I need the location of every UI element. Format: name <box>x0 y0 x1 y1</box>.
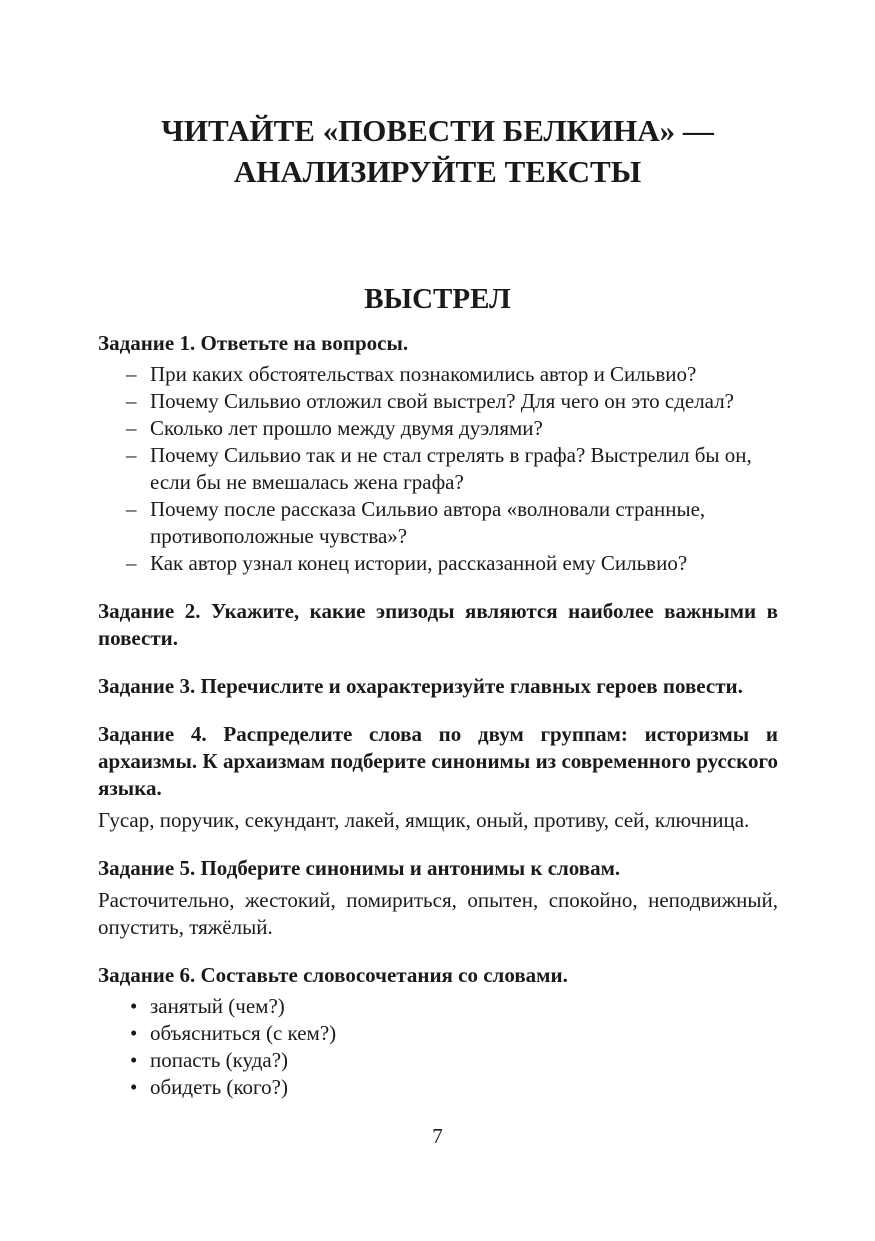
tasks-content <box>98 330 778 1122</box>
word-item: • обидеть (кого?) <box>150 1074 778 1101</box>
task-heading: Задание 6. Составьте словосочетания со словами. <box>98 963 568 987</box>
question-item: – При каких обстоятельствах познакомились автор и Сильвио? <box>150 361 778 388</box>
task-heading: Задание 3. Перечислите и охарактеризуйте главных героев повести. <box>98 674 743 698</box>
word-item: • объясниться (с кем?) <box>150 1020 778 1047</box>
chapter-title <box>0 110 875 192</box>
question-list <box>98 361 778 577</box>
chapter-title-line-1: ЧИТАЙТЕ «ПОВЕСТИ БЕЛКИНА» — <box>161 113 714 148</box>
task-1 <box>98 330 778 577</box>
page-number: 7 <box>432 1124 443 1148</box>
task-word-list: Гусар, поручик, секундант, лакей, ямщик, оный, противу, сей, ключница. <box>98 808 750 832</box>
question-item: – Почему Сильвио так и не стал стрелять в графа? Выстрелил бы он, если бы не вмешалась жена графа? <box>150 442 778 496</box>
task-word-list: Расточительно, жестокий, помириться, опытен, спокойно, неподвижный, опустить, тяжёлый. <box>98 888 778 939</box>
task-2 <box>98 598 778 652</box>
task-heading: Задание 1. Ответьте на вопросы. <box>98 331 409 355</box>
chapter-title-line-2: АНАЛИЗИРУЙТЕ ТЕКСТЫ <box>233 154 642 189</box>
section-title: ВЫСТРЕЛ <box>364 283 511 315</box>
task-4 <box>98 721 778 834</box>
question-item: – Сколько лет прошло между двумя дуэлями? <box>150 415 778 442</box>
question-item: – Почему Сильвио отложил свой выстрел? Для чего он это сделал? <box>150 388 778 415</box>
task-heading: Задание 4. Распределите слова по двум группам: историзмы и архаизмы. К архаизмам подберите синонимы из современного русского языка. <box>98 722 778 800</box>
task-3 <box>98 673 778 700</box>
word-list <box>98 993 778 1101</box>
task-heading: Задание 5. Подберите синонимы и антонимы к словам. <box>98 856 621 880</box>
word-item: • занятый (чем?) <box>150 993 778 1020</box>
task-6 <box>98 962 778 1101</box>
task-heading: Задание 2. Укажите, какие эпизоды являются наиболее важными в повести. <box>98 599 778 650</box>
question-item: – Как автор узнал конец истории, рассказанной ему Сильвио? <box>150 550 778 577</box>
task-5 <box>98 855 778 941</box>
word-item: • попасть (куда?) <box>150 1047 778 1074</box>
question-item: – Почему после рассказа Сильвио автора «волновали странные, противоположные чувства»? <box>150 496 778 550</box>
